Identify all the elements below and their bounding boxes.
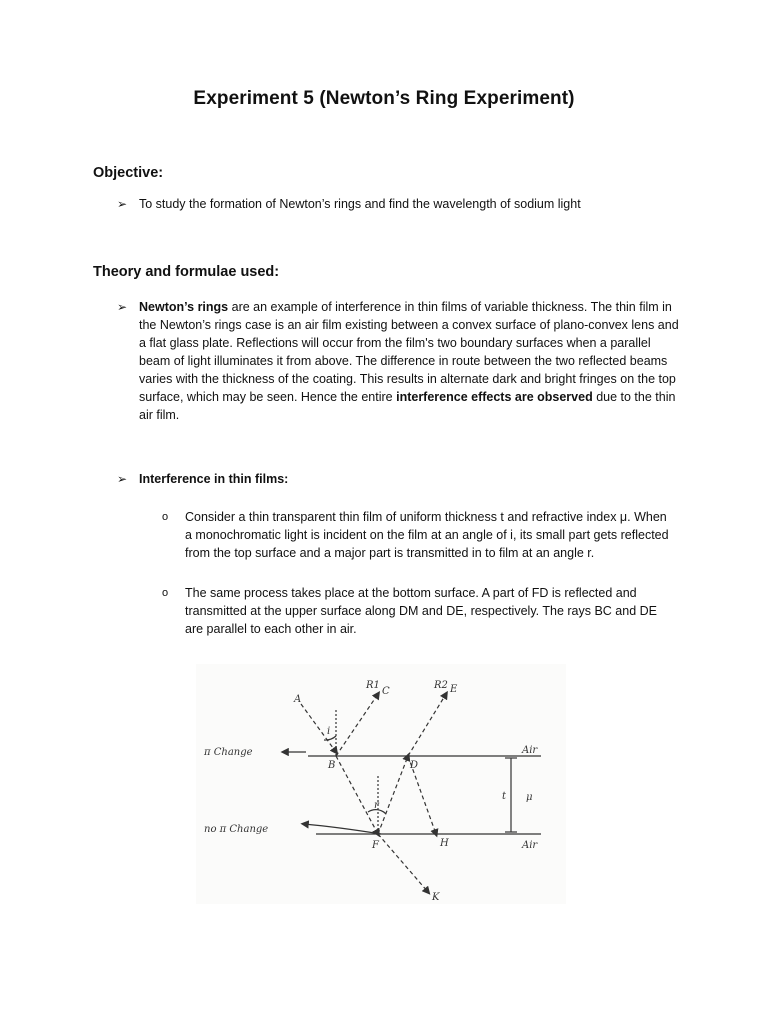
newtons-rings-bold: Newton’s rings: [139, 300, 229, 314]
sub-bullet-icon: o: [162, 587, 169, 599]
bullet-arrow-icon: ➢: [117, 300, 128, 314]
page-title: Experiment 5 (Newton’s Ring Experiment): [193, 88, 575, 109]
label-air-bottom: Air: [522, 840, 538, 851]
sub-bullet-text-1: Consider a thin transparent thin film of uniform thickness t and refractive index μ. When a monochromatic light is incident on the film at an angle of i, its small part gets reflected from the top surface and a major part is transmitted in to film at an angle r.: [185, 510, 669, 560]
point-f: F: [372, 840, 379, 851]
theory-heading: Theory and formulae used:: [93, 264, 280, 280]
point-b: B: [328, 760, 336, 771]
point-c: C: [382, 686, 390, 697]
angle-r-label: r: [374, 800, 379, 811]
reflected-ray-r2: [408, 694, 446, 756]
thin-films-heading: Interference in thin films:: [139, 472, 289, 486]
refracted-ray: [336, 756, 378, 834]
newtons-rings-paragraph: [139, 298, 679, 424]
sub-bullet-icon: o: [162, 511, 169, 523]
paragraph-text-b: due to the thin air film.: [139, 390, 676, 422]
objective-bullet-text: To study the formation of Newton’s rings and find the wavelength of sodium light: [139, 197, 581, 211]
no-pi-change-arrow: [304, 824, 381, 834]
ray-fd: [378, 756, 408, 834]
paragraph-text-a: are an example of interference in thin films of variable thickness. The thin film in the Newton’s rings case is an air film existing between a convex surface of plano-convex lens and a flat glass plate. Reflections will occur from the film's two boundary surfaces when a parallel beam of light illuminates it from above. The difference in route between the two reflected beams varies with the thickness of the coating. This results in alternate dark and bright fringes on the top surface, which may be seen. Hence the entire: [139, 300, 679, 404]
point-k: K: [432, 892, 440, 903]
label-thickness: t: [502, 791, 507, 802]
label-mu: μ: [526, 792, 533, 803]
point-h: H: [440, 838, 449, 849]
thin-film-diagram: [196, 664, 566, 904]
ray-r2-label: R2: [434, 680, 448, 691]
point-a: A: [294, 694, 302, 705]
thin-film-diagram-svg: [196, 664, 566, 904]
ray-r1-label: R1: [366, 680, 380, 691]
sub-bullet-text-2: The same process takes place at the bottom surface. A part of FD is reflected and transmitted at the upper surface along DM and DE, respectively. The rays BC and DE are parallel to each other in air.: [185, 586, 657, 636]
point-d: D: [410, 760, 419, 771]
label-pi-change: π Change: [204, 747, 253, 758]
label-no-pi-change: no π Change: [204, 824, 269, 835]
interference-bold: interference effects are observed: [396, 390, 593, 404]
reflected-ray-r1: [336, 694, 378, 756]
angle-i-label: i: [327, 726, 331, 737]
objective-heading: Objective:: [93, 165, 164, 181]
point-e: E: [450, 684, 458, 695]
label-air-top: Air: [522, 745, 538, 756]
transmitted-ray: [378, 834, 428, 892]
thin-films-heading-wrap: [139, 470, 679, 488]
bullet-arrow-icon: ➢: [117, 472, 128, 486]
incident-ray: [301, 704, 336, 752]
bullet-arrow-icon: ➢: [117, 197, 128, 211]
